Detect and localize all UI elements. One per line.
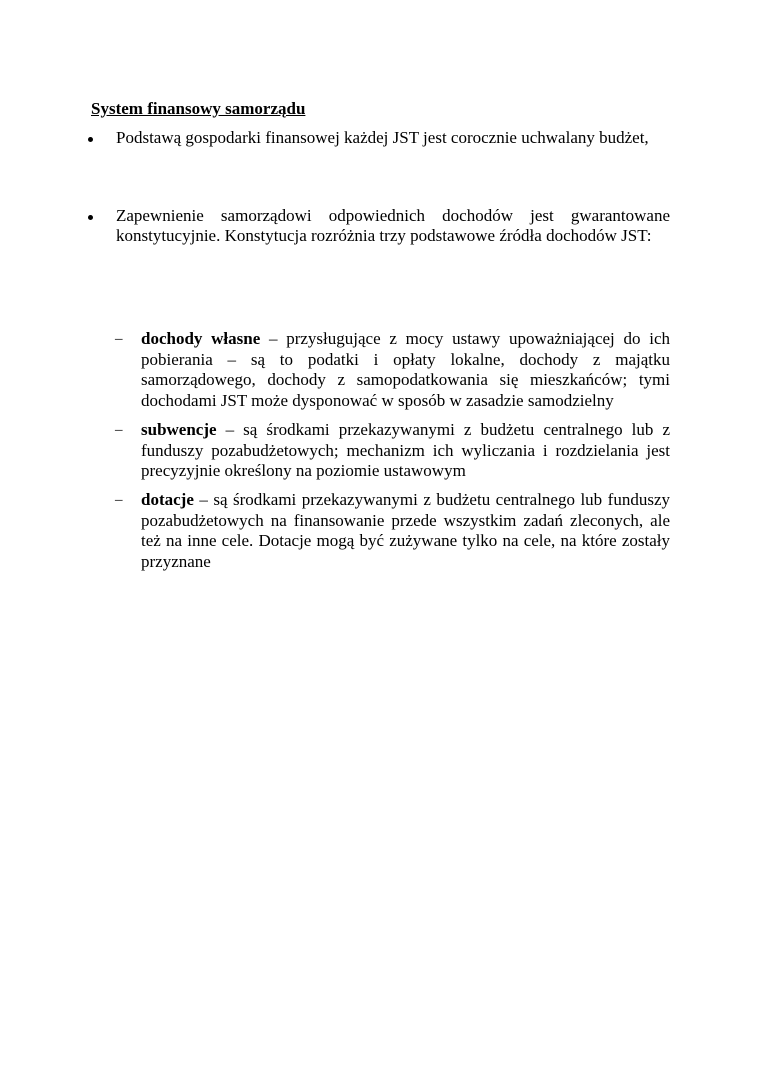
dash-marker: – (115, 331, 123, 347)
dash-item-text (141, 490, 670, 572)
dash-item-text (141, 329, 670, 411)
bullet-text: Podstawą gospodarki finansowej każdej JST jest corocznie uchwalany budżet, (116, 128, 649, 147)
dash-marker: – (115, 492, 123, 508)
term-description: – są środkami przekazywanymi z budżetu centralnego lub funduszy pozabudżetowych na finansowanie przede wszystkim zadań zleconych, ale też na inne cele. Dotacje mogą być zużywane tylko na cele, na które zostały przyznane (141, 490, 670, 571)
term-description: – przysługujące z mocy ustawy upoważniającej do ich pobierania – są to podatki i opłaty lokalne, dochody z majątku samorządowego, dochody z samopodatkowania się mieszkańców; tymi dochodami JST może dysponować w sposób w zasadzie samodzielny (141, 329, 670, 410)
term-label: dotacje (141, 490, 194, 509)
term-description: – są środkami przekazywanymi z budżetu centralnego lub z funduszy pozabudżetowych; mechanizm ich wyliczania i rozdzielania jest precyzyjnie określony na poziomie ustawowym (141, 420, 670, 480)
bullet-text: Zapewnienie samorządowi odpowiednich dochodów jest gwarantowane konstytucyjnie. Konstytucja rozróżnia trzy podstawowe źródła dochodów JST: (116, 206, 670, 245)
term-label: subwencje (141, 420, 217, 439)
bullet-dot-icon (88, 137, 93, 142)
bullet-dot-icon (88, 215, 93, 220)
dash-item-text (141, 420, 670, 482)
dash-marker: – (115, 422, 123, 438)
page-title: System finansowy samorządu (91, 99, 306, 118)
term-label: dochody własne (141, 329, 261, 348)
